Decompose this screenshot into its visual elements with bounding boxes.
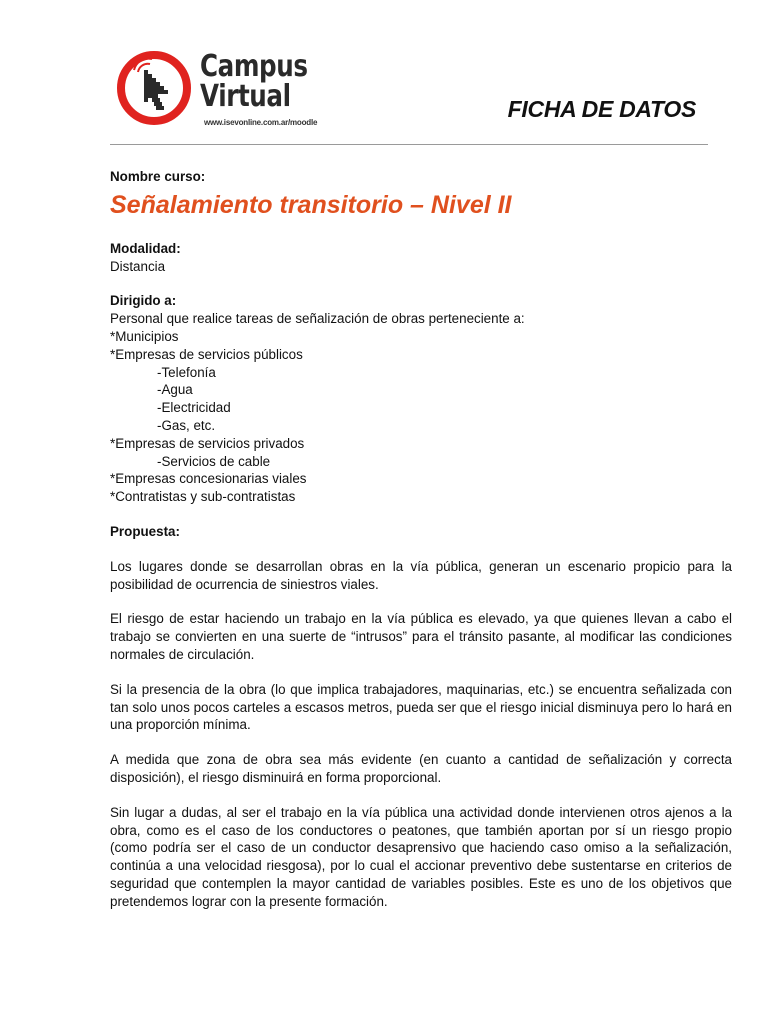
proposal-paragraph: Si la presencia de la obra (lo que implica trabajadores, maquinarias, etc.) se encuentra señalizada con tan solo unos pocos carteles a escasos metros, pueda ser que el riesgo inicial disminuya pero lo hará en una proporción mínima. [110,681,732,733]
course-name-label: Nombre curso: [110,169,206,184]
audience-intro: Personal que realice tareas de señalización de obras perteneciente a: [110,311,525,327]
audience-subitem: -Servicios de cable [157,453,271,469]
proposal-paragraph: Sin lugar a dudas, al ser el trabajo en la vía pública una actividad donde intervienen otros ajenos a la obra, como es el caso de los conductores o peatones, que también aportan por sí un riesgo propio (como podría ser el caso de un conductor desaprensivo que haciendo caso omiso a la señalización, continúa a una velocidad riesgosa), por lo cual el accionar preventivo debe sustentarse en criterios de seguridad que contemplen la mayor cantidad de variables posibles. Este es uno de los objetivos que pretendemos lograr con la presente formación. [110,804,732,909]
logo-wordmark-virtual: Virtual [200,79,291,114]
proposal-section [110,523,732,911]
audience-item: *Contratistas y sub-contratistas [110,489,296,505]
proposal-paragraph: Los lugares donde se desarrollan obras en la vía pública, generan un escenario propicio para la posibilidad de ocurrencia de siniestros viales. [110,558,732,592]
audience-subitem: -Agua [157,382,193,398]
modality-section [110,240,732,276]
proposal-paragraph: El riesgo de estar haciendo un trabajo en la vía pública es elevado, ya que quienes llevan a cabo el trabajo se convierten en una suerte de “intrusos” para el tránsito pasante, al modificar las condiciones normales de circulación. [110,611,732,662]
logo-url: www.isevonline.com.ar/moodle [204,118,318,127]
audience-subitem: -Electricidad [157,400,231,416]
audience-item: *Empresas concesionarias viales [110,471,307,487]
proposal-label: Propuesta: [110,523,180,539]
header-divider [110,144,708,145]
audience-item: *Empresas de servicios públicos [110,346,303,362]
audience-item: *Municipios [110,328,179,344]
document-body [110,168,732,928]
logo-wordmark-campus: Campus [200,49,308,84]
audience-subitem: -Gas, etc. [157,417,216,433]
campus-virtual-logo [116,46,316,130]
proposal-paragraph: A medida que zona de obra sea más evidente (en cuanto a cantidad de señalización y correcta disposición), el riesgo disminuirá en forma proporcional. [110,752,732,785]
modality-value: Distancia [110,258,166,274]
audience-label: Dirigido a: [110,293,177,309]
document-type-heading: FICHA DE DATOS [507,96,696,122]
modality-label: Modalidad: [110,240,181,256]
audience-list [110,328,732,506]
cursor-logo-icon [116,50,196,130]
audience-section [110,292,732,506]
audience-item: *Empresas de servicios privados [110,435,305,451]
course-title: Señalamiento transitorio – Nivel II [110,190,512,219]
audience-subitem: -Telefonía [157,364,216,380]
